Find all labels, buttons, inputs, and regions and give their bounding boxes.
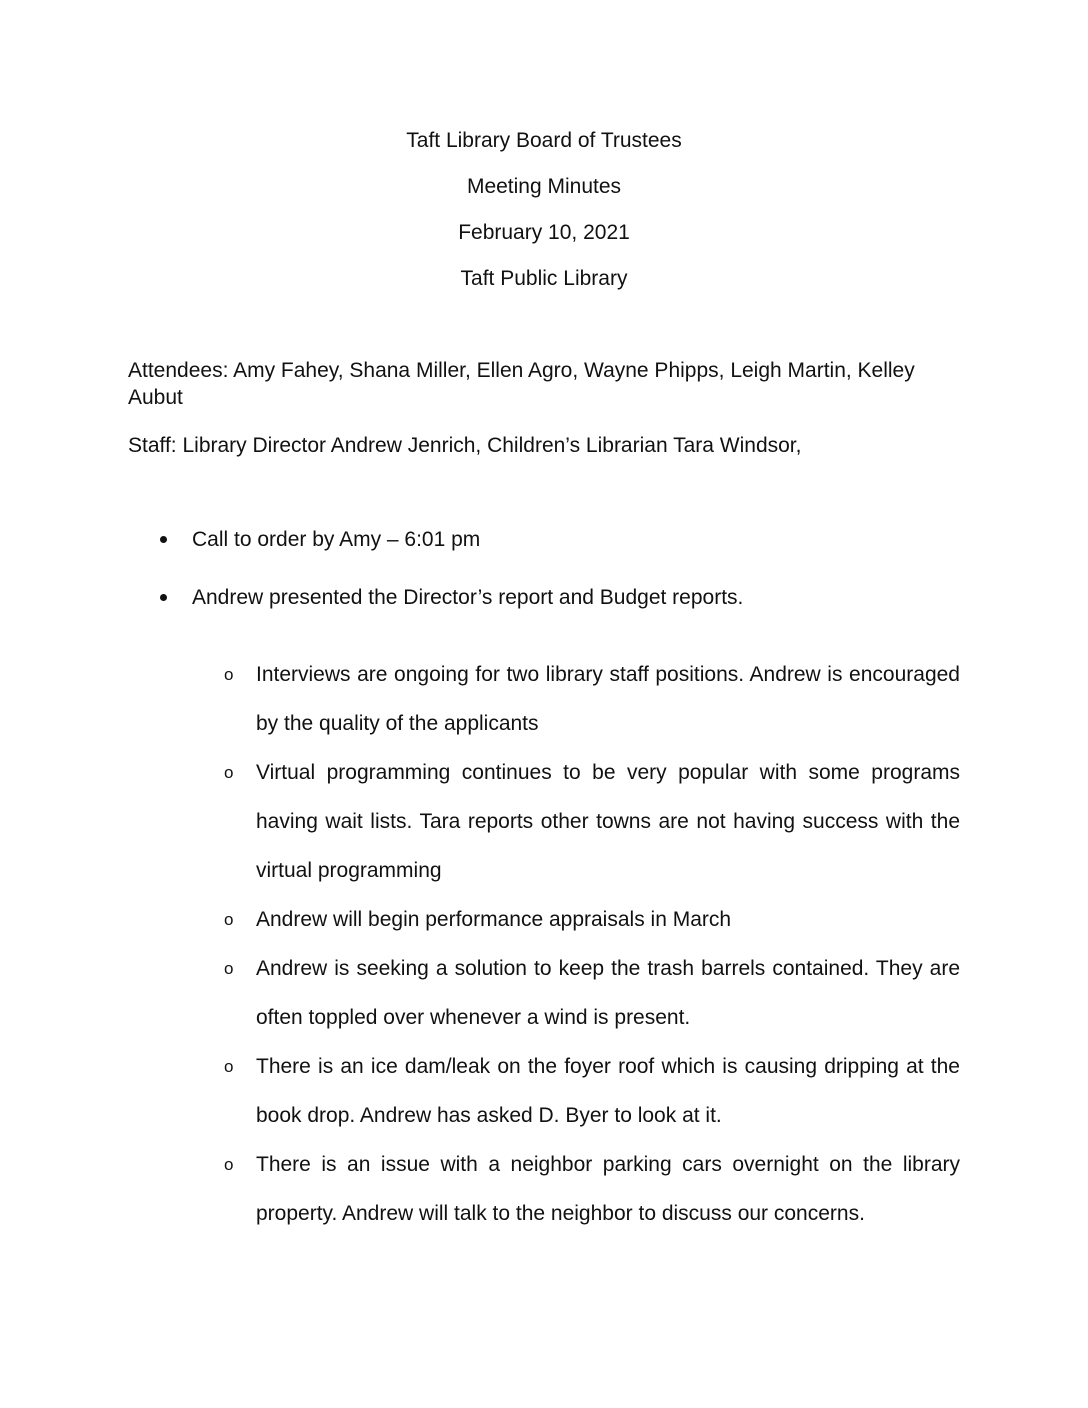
list-item-text: Andrew presented the Director’s report and Budget reports. bbox=[192, 586, 744, 609]
sub-list-item-text: Interviews are ongoing for two library staff positions. Andrew is encouraged by the quality of the applicants bbox=[256, 663, 960, 735]
sub-list-item-text: Andrew is seeking a solution to keep the trash barrels contained. They are often toppled over whenever a wind is present. bbox=[256, 957, 960, 1029]
circle-bullet-icon: o bbox=[224, 1057, 234, 1076]
circle-bullet-icon: o bbox=[224, 910, 234, 929]
meeting-date: February 10, 2021 bbox=[458, 221, 630, 244]
sub-list-item-text: Virtual programming continues to be very popular with some programs having wait lists. Tara reports other towns are not having success with the virtual programming bbox=[256, 761, 960, 882]
circle-bullet-icon: o bbox=[224, 1155, 234, 1174]
list-item bbox=[128, 584, 960, 614]
circle-bullet-icon: o bbox=[224, 763, 234, 782]
sub-list-item-text: Andrew will begin performance appraisals in March bbox=[256, 908, 732, 931]
circle-bullet-icon: o bbox=[224, 959, 234, 978]
sub-list-item-text: There is an issue with a neighbor parking cars overnight on the library property. Andrew will talk to the neighbor to discuss our concerns. bbox=[256, 1153, 960, 1225]
list-item bbox=[128, 526, 960, 556]
bullet-icon bbox=[160, 536, 167, 543]
attendees-paragraph: Attendees: Amy Fahey, Shana Miller, Ellen Agro, Wayne Phipps, Leigh Martin, Kelley Aubut bbox=[128, 359, 915, 409]
bullet-icon bbox=[160, 594, 167, 601]
sub-list-item-text: There is an ice dam/leak on the foyer roof which is causing dripping at the book drop. Andrew has asked D. Byer to look at it. bbox=[256, 1055, 960, 1127]
list-item-text: Call to order by Amy – 6:01 pm bbox=[192, 528, 481, 551]
circle-bullet-icon: o bbox=[224, 665, 234, 684]
document-title: Taft Library Board of Trustees bbox=[406, 129, 682, 152]
meeting-location: Taft Public Library bbox=[460, 267, 628, 290]
staff-paragraph: Staff: Library Director Andrew Jenrich, Children’s Librarian Tara Windsor, bbox=[128, 434, 802, 457]
document-subtitle: Meeting Minutes bbox=[466, 175, 622, 198]
